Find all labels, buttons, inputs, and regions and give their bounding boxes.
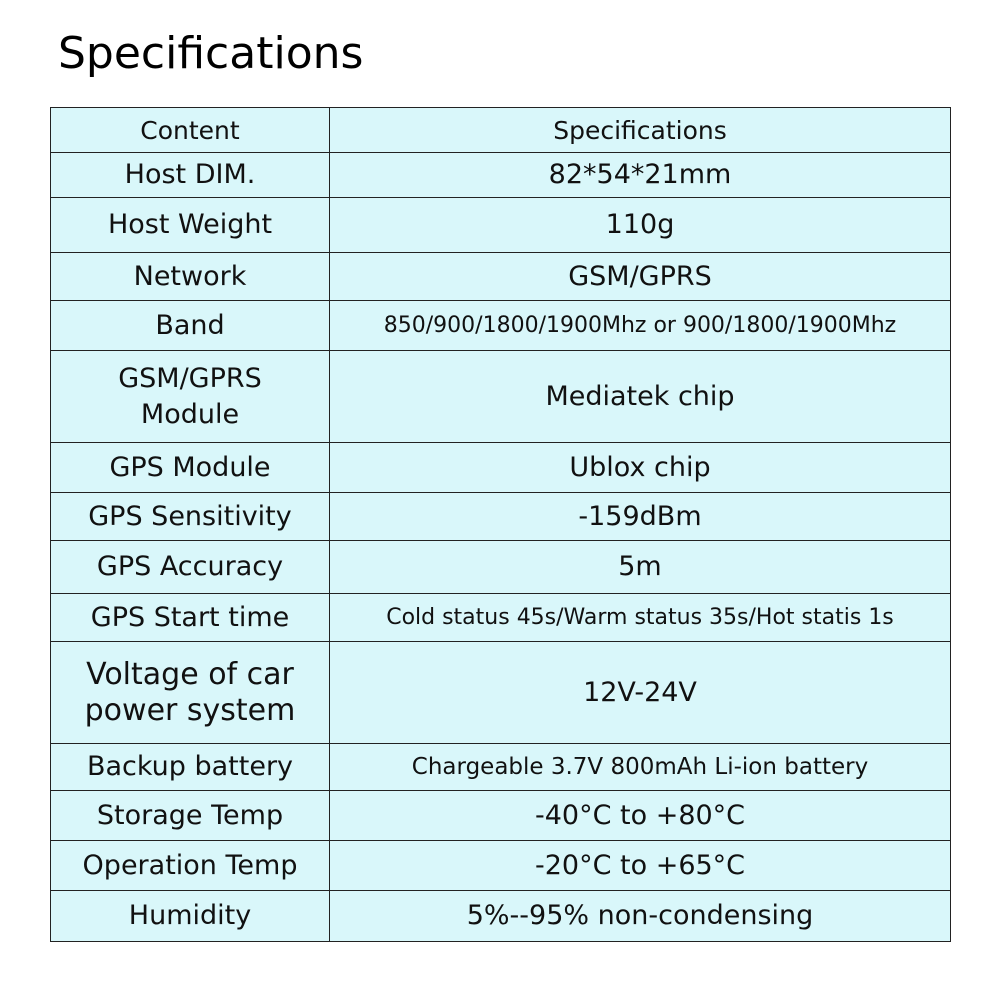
- table-row-gps-module: [51, 443, 951, 493]
- table-row-voltage: [51, 642, 951, 744]
- row-label: Backup battery: [51, 744, 330, 791]
- row-label: GPS Start time: [51, 594, 330, 642]
- row-value: 5m: [330, 541, 951, 594]
- specifications-table: [50, 107, 951, 942]
- table-row-network: [51, 253, 951, 301]
- row-value: Ublox chip: [330, 443, 951, 493]
- row-value: 110g: [330, 198, 951, 253]
- row-label: Operation Temp: [51, 841, 330, 891]
- row-value: 850/900/1800/1900Mhz or 900/1800/1900Mhz: [330, 301, 951, 351]
- row-label: Humidity: [51, 891, 330, 942]
- row-value: 12V-24V: [330, 642, 951, 744]
- row-label: Band: [51, 301, 330, 351]
- column-header-content: Content: [51, 108, 330, 153]
- row-label: GPS Accuracy: [51, 541, 330, 594]
- table-header-row: [51, 108, 951, 153]
- table-row-humidity: [51, 891, 951, 942]
- row-value: Cold status 45s/Warm status 35s/Hot statis 1s: [330, 594, 951, 642]
- row-value: GSM/GPRS: [330, 253, 951, 301]
- row-value: -20°C to +65°C: [330, 841, 951, 891]
- row-value: Chargeable 3.7V 800mAh Li-ion battery: [330, 744, 951, 791]
- table-row-gps-start-time: [51, 594, 951, 642]
- row-label: Storage Temp: [51, 791, 330, 841]
- table-row-host-dim: [51, 153, 951, 198]
- row-value: -40°C to +80°C: [330, 791, 951, 841]
- table-row-host-weight: [51, 198, 951, 253]
- row-value: Mediatek chip: [330, 351, 951, 443]
- row-label: GPS Sensitivity: [51, 493, 330, 541]
- table-row-operation-temp: [51, 841, 951, 891]
- table-row-storage-temp: [51, 791, 951, 841]
- table-row-band: [51, 301, 951, 351]
- row-label: Host Weight: [51, 198, 330, 253]
- row-label: Voltage of car power system: [51, 642, 330, 744]
- row-label: GPS Module: [51, 443, 330, 493]
- table-row-gsm-gprs-module: [51, 351, 951, 443]
- row-value: -159dBm: [330, 493, 951, 541]
- table-row-backup-battery: [51, 744, 951, 791]
- row-label: GSM/GPRS Module: [51, 351, 330, 443]
- row-label: Host DIM.: [51, 153, 330, 198]
- row-label: Network: [51, 253, 330, 301]
- column-header-specifications: Specifications: [330, 108, 951, 153]
- row-value: 82*54*21mm: [330, 153, 951, 198]
- page-title: Specifications: [58, 28, 364, 79]
- table-row-gps-accuracy: [51, 541, 951, 594]
- row-value: 5%--95% non-condensing: [330, 891, 951, 942]
- table-row-gps-sensitivity: [51, 493, 951, 541]
